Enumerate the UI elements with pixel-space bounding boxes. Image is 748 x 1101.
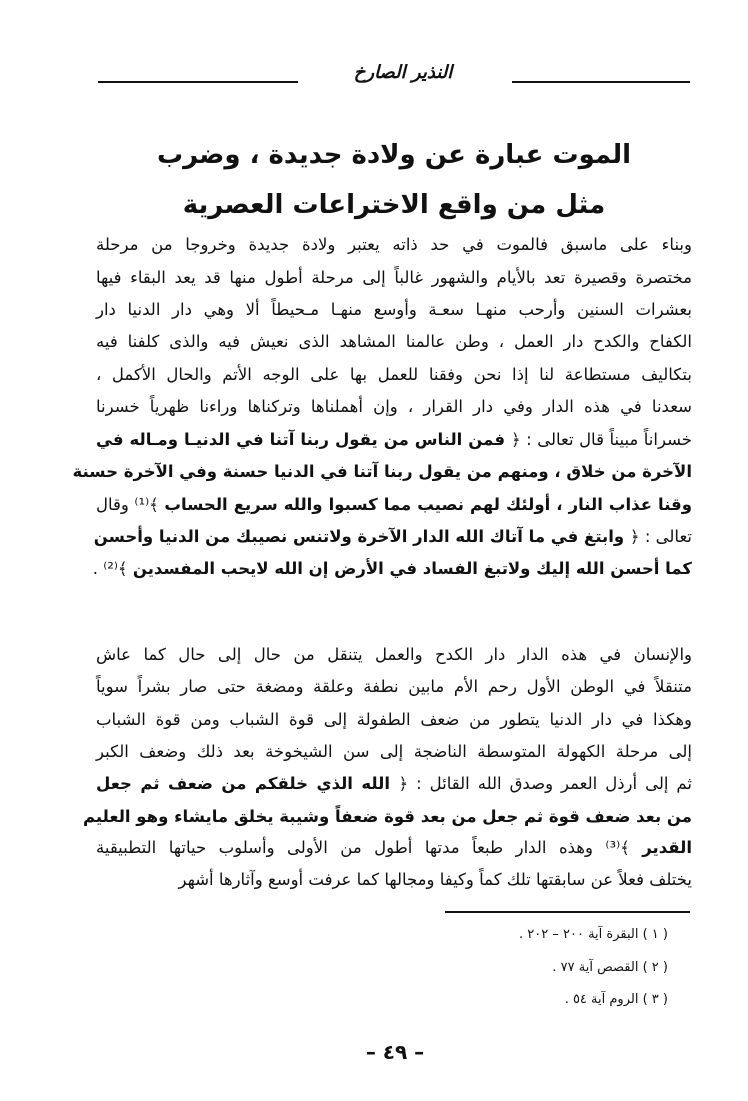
footnote-separator [445,911,690,913]
body-text-segment: خسراناً مبيناً قال تعالى : ﴿ [511,430,692,449]
text-line [96,425,692,455]
text-line [96,737,692,767]
body-text-segment: مختصرة وقصيرة تعد بالأيام والشهور غالباً إلى مرحلة أطول منها قد يعد البقاء فيها [96,268,692,287]
text-line [92,554,692,584]
body-text-segment: متنقلاً في الوطن الأول رحم الأم مابين نطفة وعلقة ومضغة حتى صار بشراً سوياً [96,677,692,696]
body-text-segment: والإنسان في هذه الدار دار الكدح والعمل يتنقل من حال إلى حال كما عاش [96,645,692,664]
quran-verse-text: كما أحسن الله إليك ولاتبغ الفساد في الأرض إن الله لايحب المفسدين [132,559,692,578]
text-line [96,360,692,390]
section-heading-line-1: الموت عبارة عن ولادة جديدة ، وضرب [156,140,632,170]
text-line [96,327,692,357]
text-line [96,392,692,422]
text-line [96,640,692,670]
quran-verse-text: وقنا عذاب النار ، أولئك لهم نصيب مما كسبوا والله سريع الحساب [164,495,692,514]
text-line [82,802,692,832]
text-line [93,522,692,552]
body-text-segment: سعدنا في هذه الدار وفي دار القرار ، وإن أهملناها وتركناها وراءنا ظهرياً خسرنا [96,397,692,416]
body-text-segment: ﴾⁽²⁾ . [92,559,133,578]
body-text-segment: وهكذا في دار الدنيا يتطور من ضعف الطفولة إلى قوة الشباب ومن قوة الشباب [96,710,692,729]
header-rule-right [512,81,690,83]
quran-verse-text: الله الذي خلقكم من ضعف ثم جعل [96,774,399,793]
text-line [96,672,692,702]
body-text-segment: الكفاح والكدح دار العمل ، وطن عالمنا المشاهد الذى نعيش فيه والذى كلفنا فيه [96,332,692,351]
text-line [96,230,692,260]
quran-verse-text: وابتغ في ما آتاك الله الدار الآخرة ولاتنس نصيبك من الدنيا وأحسن [93,527,630,546]
footnote-2: ( ٢ ) القصص آية ٧٧ . [552,960,668,975]
body-text-segment: بتكاليف مستطاعة لنا إذا نحن وفقنا للعمل بها على الوجه الأتم والحال الأكمل ، [96,365,692,384]
text-line [72,457,692,487]
text-line [96,769,692,799]
body-text-segment: ﴾⁽³⁾ وهذه الدار طبعاً مدتها أطول من الأولى وأسلوب حياتها التطبيقية [96,838,643,857]
body-text-segment: ﴾⁽¹⁾ وقال [96,495,165,514]
body-text-segment: ثم إلى أرذل العمر وصدق الله القائل : ﴿ [398,774,692,793]
text-line [96,833,692,863]
quran-verse-text: الآخرة من خلاق ، ومنهم من يقول ربنا آتنا في الدنيا حسنة وفي الآخرة حسنة [72,462,692,481]
section-heading-line-2: مثل من واقع الاختراعات العصرية [182,190,606,220]
text-line [96,490,692,520]
body-text-segment: إلى مرحلة الكهولة المتوسطة الناضجة إلى سن الشيخوخة بعد ذلك وضعف الكبر [96,742,692,761]
running-header-title: النذير الصارخ [353,62,453,83]
body-text-segment: وبناء على ماسبق فالموت في حد ذاته يعتبر ولادة جديدة وخروجا من مرحلة [96,235,692,254]
quran-verse-text: فمن الناس من يقول ربنا آتنا في الدنيـا ومـاله في [96,430,512,449]
body-text-segment: يختلف فعلاً عن سابقتها تلك كماً وكيفا ومجالها كما عرفت أوسع وآثارها أشهر [178,870,692,889]
text-line [96,295,692,325]
header-rule-left [98,81,298,83]
running-header [98,60,690,90]
text-line [96,865,692,895]
footnote-3: ( ٣ ) الروم آية ٥٤ . [564,992,668,1007]
page-number: – ٤٩ – [365,1040,425,1064]
text-line [96,705,692,735]
body-text-segment: تعالى : ﴿ [629,527,692,546]
quran-verse-text: القدير [642,838,692,857]
footnote-1: ( ١ ) البقرة آية ٢٠٠ – ٢٠٢ . [519,927,668,942]
body-text-segment: بعشرات السنين وأرحب منهـا سعـة وأوسع منهـا مـحيطاً ألا وهي دار الدنيا دار [96,300,692,319]
quran-verse-text: من بعد ضعف قوة ثم جعل من بعد قوة ضعفاً وشيبة يخلق مايشاء وهو العليم [82,807,692,826]
text-line [96,263,692,293]
